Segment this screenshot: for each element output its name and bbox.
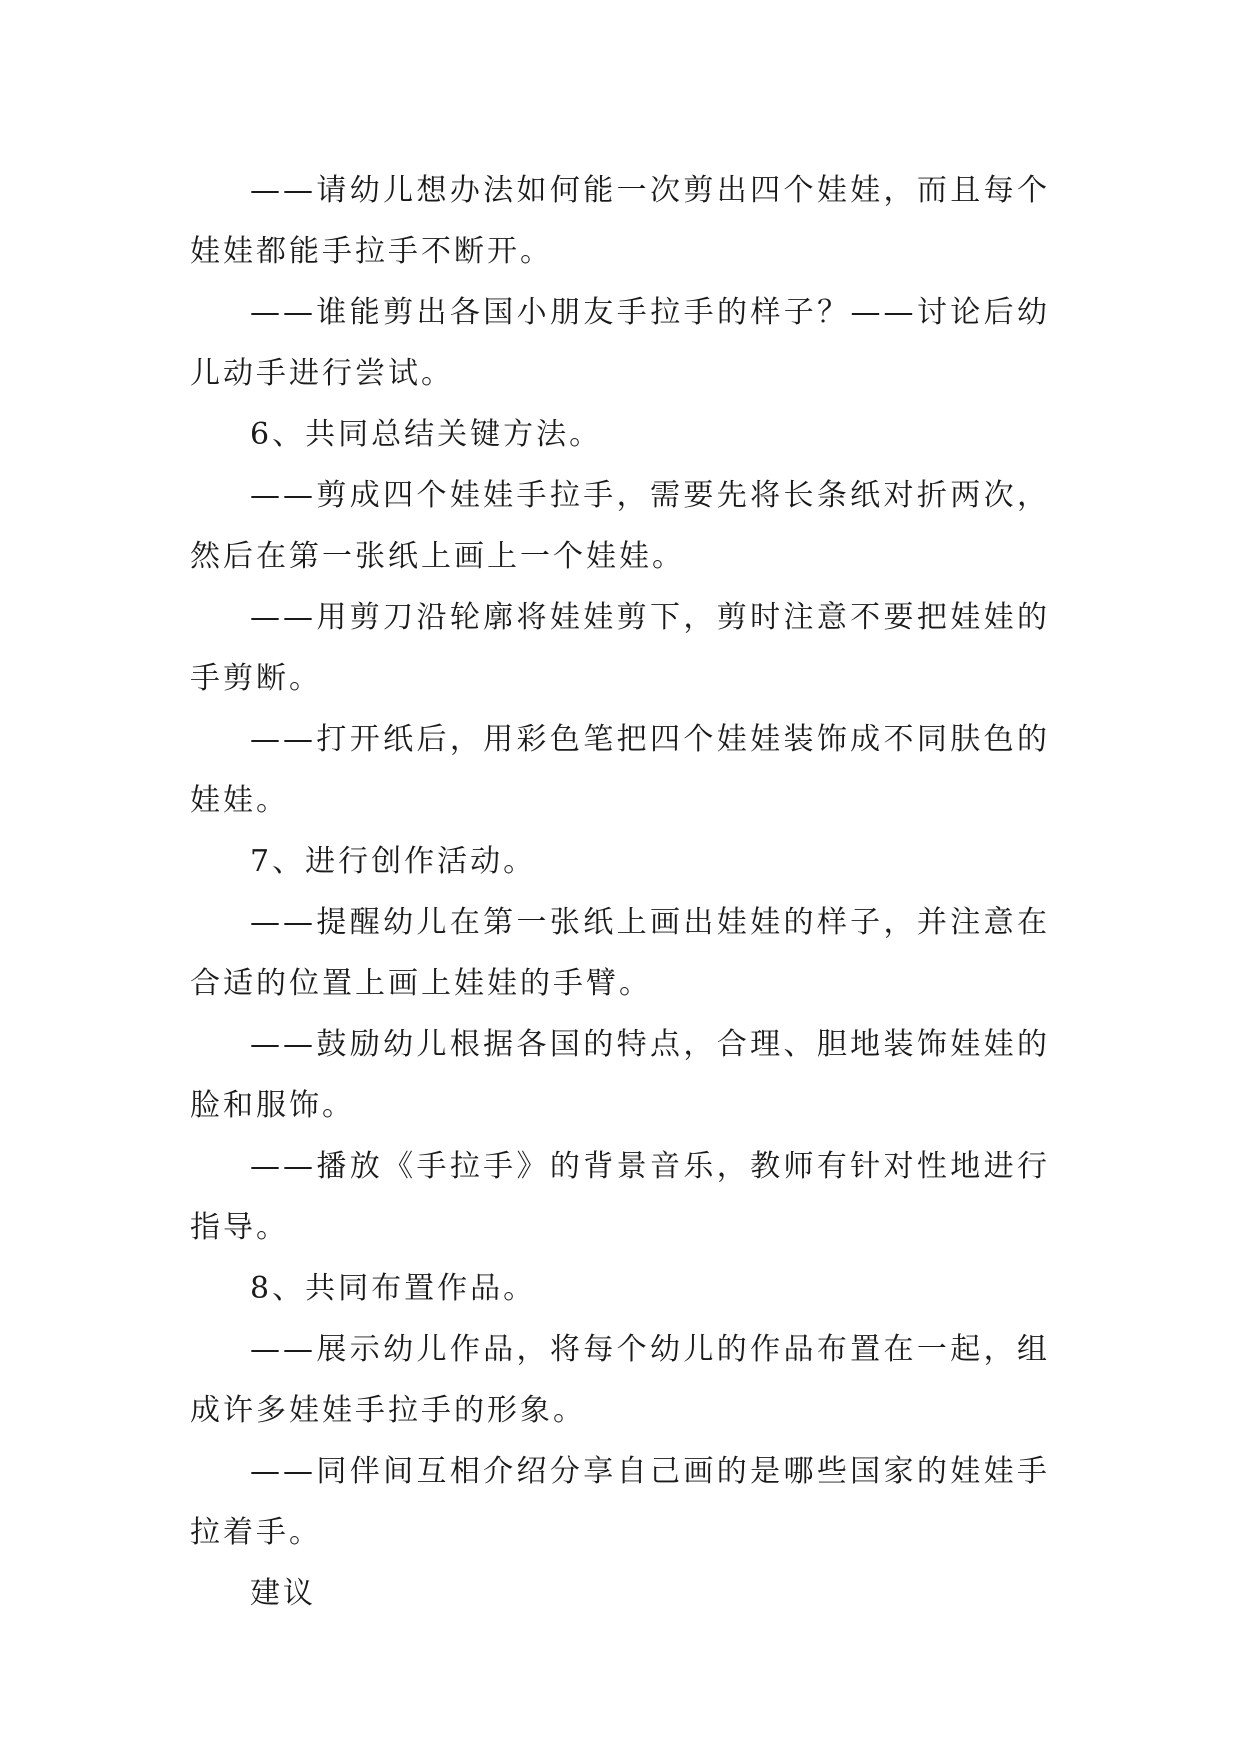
paragraph: ——播放《手拉手》的背景音乐，教师有针对性地进行指导。 bbox=[190, 1149, 1050, 1245]
paragraph: ——谁能剪出各国小朋友手拉手的样子？——讨论后幼儿动手进行尝试。 bbox=[190, 295, 1050, 391]
section-heading: 8、共同布置作品。 bbox=[250, 1271, 537, 1306]
paragraph: ——打开纸后，用彩色笔把四个娃娃装饰成不同肤色的娃娃。 bbox=[190, 722, 1050, 818]
paragraph: ——鼓励幼儿根据各国的特点，合理、胆地装饰娃娃的脸和服饰。 bbox=[190, 1027, 1050, 1123]
paragraph: ——同伴间互相介绍分享自己画的是哪些国家的娃娃手拉着手。 bbox=[190, 1454, 1050, 1550]
section-heading: 7、进行创作活动。 bbox=[250, 844, 537, 879]
paragraph: ——请幼儿想办法如何能一次剪出四个娃娃，而且每个娃娃都能手拉手不断开。 bbox=[190, 173, 1050, 269]
paragraph: ——剪成四个娃娃手拉手，需要先将长条纸对折两次，然后在第一张纸上画上一个娃娃。 bbox=[190, 478, 1050, 574]
paragraph: ——提醒幼儿在第一张纸上画出娃娃的样子，并注意在合适的位置上画上娃娃的手臂。 bbox=[190, 905, 1050, 1001]
document-body bbox=[190, 160, 1050, 1624]
paragraph: ——用剪刀沿轮廓将娃娃剪下，剪时注意不要把娃娃的手剪断。 bbox=[190, 600, 1050, 696]
section-heading: 6、共同总结关键方法。 bbox=[250, 417, 603, 452]
paragraph: ——展示幼儿作品，将每个幼儿的作品布置在一起，组成许多娃娃手拉手的形象。 bbox=[190, 1332, 1050, 1428]
section-heading: 建议 bbox=[250, 1576, 316, 1611]
